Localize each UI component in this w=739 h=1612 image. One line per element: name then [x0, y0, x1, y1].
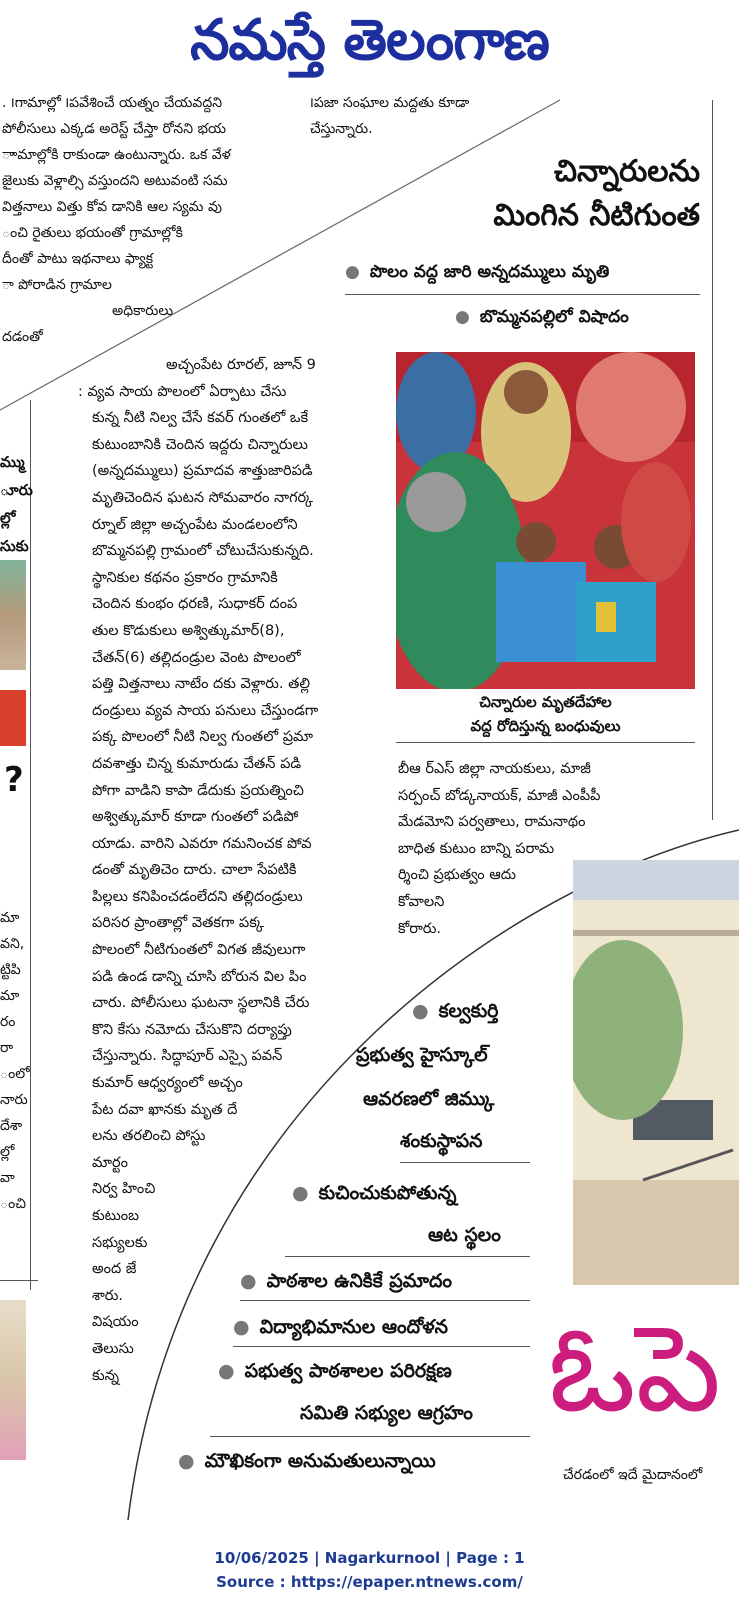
text-line: . ౹గామాల్లో ౹పవేశించే యత్నం చేయవద్దని	[2, 95, 223, 111]
text-line: దీంతో పాటు ఇథనాలు ఫ్యాక్ట	[2, 251, 154, 267]
bullet-icon: ●	[218, 1360, 235, 1382]
text-line: ంచి రైతులు భయంతో గ్రామాల్లోకి	[2, 225, 183, 241]
bullet-icon: ●	[178, 1450, 195, 1472]
text-line: అధికారులు	[112, 303, 174, 319]
text-line: కుమార్ ఆధ్వర్యంలో అచ్చం	[92, 1075, 243, 1092]
text-line: సుకు	[0, 537, 29, 555]
text-line: ంచి	[0, 1196, 26, 1212]
sub-item-7	[240, 1270, 452, 1297]
text-line: సర్పంచ్ బోడ్కనాయక్, మాజీ ఎంపీపీ	[398, 787, 601, 804]
text-line: బాధిత కుటుం బాన్ని పరామ	[398, 840, 555, 857]
text-line: చేతన్(6) తల్లిదండ్రుల వెంట పొలంలో	[92, 649, 301, 666]
text-line: పోలీసులు ఎక్కడ అరెస్ట్ చేస్తా రోనని భయ	[2, 121, 227, 137]
text-line: (అన్నదమ్ములు) ప్రమాదవ శాత్తుజారిపడి	[92, 463, 313, 480]
text-line: ర్శించి ప్రభుత్వం ఆదు	[398, 867, 517, 884]
bullet-icon: ●	[345, 262, 360, 282]
bullet-icon: ●	[455, 307, 470, 327]
headline-line-1: చిన్నారులను	[553, 154, 700, 189]
text-line: అశ్విత్కుమార్ కూడా గుంతలో పడిపో	[92, 809, 299, 826]
sub-item-text: పభుత్వ పాఠశాలల పరిరక్షణ	[244, 1360, 452, 1382]
text-line: మార్టం	[92, 1154, 128, 1171]
sub-item-8	[233, 1316, 448, 1343]
text-line: డంతో మృతిచెం దారు. చాలా సేపటికి	[92, 862, 297, 879]
sub-item-text: మౌఖికంగా అనుమతులున్నాయి	[204, 1450, 436, 1472]
deck-text: పొలం వద్ద జారి అన్నదమ్ములు మృతి	[369, 262, 610, 282]
text-line: బీఆ ర్ఎస్ జిల్లా నాయకులు, మాజీ	[398, 761, 591, 777]
text-line: ర్నూల్ జిల్లా అచ్చంపేట మండలంలోని	[92, 516, 298, 533]
headline-line-2: మింగిన నీటిగుంత	[493, 198, 700, 233]
text-line: ౹పజా సంఘాల మద్దతు కూడా	[310, 95, 470, 111]
sub-item-9	[218, 1360, 452, 1387]
bullet-icon: ●	[292, 1182, 309, 1204]
page-footer	[0, 1528, 739, 1612]
text-line: బొమ్మనపల్లి గ్రామంలో చోటుచేసుకున్నది.	[92, 543, 314, 560]
text-line: దేశా	[0, 1118, 23, 1134]
text-line: విషయం	[92, 1314, 139, 1331]
text-line: ట్టిపి	[0, 962, 21, 978]
text-line: తెలుసు	[92, 1340, 134, 1357]
text-line: మ్ము	[0, 453, 25, 471]
text-line: చేస్తున్నారు. సిద్ధాపూర్ ఎస్సై పవన్	[92, 1048, 283, 1065]
text-line: ల్లో	[0, 509, 16, 527]
caption-line: వద్ద రోదిస్తున్న బంధువులు	[470, 717, 621, 735]
text-line: దడంతో	[2, 329, 43, 345]
text-line: కున్న నీటి నిల్వ చేసే కవర్ గుంతలో ఒకే	[92, 410, 309, 427]
sub-item-1	[412, 1000, 498, 1027]
text-line: జైలుకు వెళ్లాల్సి వస్తుందని అటువంటి సమ	[2, 173, 228, 189]
sub-item-10: సమితి సభ్యుల ఆగ్రహం	[300, 1402, 473, 1424]
text-line: వని,	[0, 936, 25, 952]
question-mark: ?	[4, 760, 24, 800]
caption-line: చిన్నారుల మృతదేహాల	[479, 693, 612, 711]
sub-item-11	[178, 1450, 436, 1477]
text-line: నారు	[0, 1092, 28, 1108]
text-line: కుటుంబ	[92, 1208, 140, 1224]
photo2-caption: చేరడంలో ఇదే మైదానంలో	[563, 1467, 703, 1483]
text-line: తుల కొడుకులు అశ్విత్కుమార్(8),	[92, 622, 285, 639]
text-line: లను తరలించి పోస్టు	[92, 1128, 206, 1145]
text-line: మా	[0, 910, 20, 926]
text-line: పక్క పొలంలో నీటి నిల్వ గుంతలో ప్రమా	[92, 729, 314, 746]
text-line: రం	[0, 1014, 16, 1030]
dateline: అచ్చంపేట రూరల్, జూన్ 9	[166, 357, 316, 373]
pink-headline: ఓపె	[548, 1300, 722, 1439]
text-line: మేడమోని పర్వతాలు, రామనాథం	[398, 814, 586, 831]
text-line: మృతిచెందిన ఘటన సోమవారం నాగర్క	[92, 489, 313, 506]
text-line: కోరారు.	[398, 920, 442, 937]
text-line: పోగా వాడిని కాపా డేదుకు ప్రయత్నించి	[92, 782, 304, 799]
text-line: కోవాలని	[398, 893, 445, 910]
text-line: పిల్లలు కనిపించడంలేదని తల్లిదండ్రులు	[92, 888, 303, 905]
text-line: కొని కేసు నమోదు చేసుకొని దర్యాప్తు	[92, 1021, 292, 1038]
sub-item-3: ఆవరణలో జిమ్కు	[363, 1088, 495, 1110]
text-line: : వ్యవ సాయ పొలంలో ఏర్పాటు చేసు	[78, 383, 287, 400]
text-line: రా	[0, 1040, 14, 1056]
text-line: పొలంలో నీటిగుంతలో విగత జీవులుగా	[92, 942, 306, 959]
text-line: పేట దవా ఖానకు మృత దే	[92, 1101, 238, 1118]
photo-illustration	[573, 860, 739, 1285]
sub-item-2: ప్రభుత్వ హైస్కూల్	[356, 1044, 488, 1066]
bullet-icon: ●	[412, 1000, 429, 1022]
text-line: చేస్తున్నారు.	[310, 121, 373, 137]
text-line: పరిసర ప్రాంతాల్లో వెతకగా పక్క	[92, 915, 264, 932]
text-line: ూరు	[0, 481, 33, 499]
footer-date-edition: 10/06/2025 | Nagarkurnool | Page : 1	[214, 1549, 525, 1567]
sub-divider	[210, 1436, 530, 1437]
text-line: కున్న	[92, 1367, 120, 1384]
text-line: శారు.	[92, 1287, 124, 1304]
sub-item-text: కల్వకుర్తి	[438, 1000, 499, 1022]
sub-divider	[400, 1162, 530, 1163]
bullet-icon: ●	[233, 1316, 250, 1338]
sub-divider	[285, 1256, 530, 1257]
deck-text: బొమ్మనపల్లిలో విషాదం	[479, 307, 629, 327]
text-line: ా పోరాడిన గ్రామాల	[2, 277, 112, 293]
text-line: వా	[0, 1170, 15, 1186]
sub-divider	[240, 1300, 530, 1301]
bullet-icon: ●	[240, 1270, 257, 1292]
text-line: ాామాల్లోకి రాకుండా ఉంటున్నారు. ఒక వేళ	[2, 147, 231, 163]
sub-item-5	[292, 1182, 456, 1209]
text-line: నిర్వ హించి	[92, 1181, 156, 1198]
sub-item-text: విద్యాభిమానుల ఆందోళన	[259, 1316, 449, 1338]
text-line: ల్లో	[0, 1144, 15, 1160]
text-line: విత్తనాలు విత్తు కోవ డానికి ఆల స్యమ వు	[2, 199, 222, 215]
text-line: మా	[0, 988, 20, 1004]
sub-item-text: పాఠశాల ఉనికికే ప్రమాదం	[266, 1270, 453, 1292]
school-building-photo	[573, 860, 739, 1285]
sub-divider	[233, 1346, 530, 1347]
text-line: కుటుంబానికి చెందిన ఇద్దరు చిన్నారులు	[92, 436, 308, 453]
sub-item-6: ఆట స్థలం	[428, 1224, 501, 1246]
text-line: దండ్రులు వ్యవ సాయ పనులు చేస్తుండగా	[92, 702, 319, 719]
sub-item-text: కుచించుకుపోతున్న	[318, 1182, 457, 1204]
text-line: అంద జే	[92, 1261, 137, 1278]
text-line: పత్తి విత్తనాలు నాటేం దకు వెళ్లారు. తల్లి	[92, 676, 310, 693]
footer-source: Source : https://epaper.ntnews.com/	[216, 1573, 523, 1591]
text-line: పడి ఉండ డాన్ని చూసి బోరున విల పిం	[92, 968, 307, 985]
text-line: ంలో	[0, 1066, 30, 1082]
sub-item-4: శంకుస్థాపన	[400, 1130, 483, 1152]
text-line: చెందిన కుంభం ధరణి, సుధాకర్ దంప	[92, 596, 298, 613]
text-line: యాడు. వారిని ఎవరూ గమనించక పోవ	[92, 835, 312, 852]
text-line: చారు. పోలీసులు ఘటనా స్థలానికి చేరు	[92, 995, 310, 1012]
text-line: దవశాత్తు చిన్న కుమారుడు చేతన్ పడి	[92, 755, 302, 772]
text-line: స్థానికుల కథనం ప్రకారం గ్రామానికి	[92, 569, 278, 586]
text-line: సభ్యులకు	[92, 1234, 148, 1251]
newspaper-title: నమస్తే తెలంగాణ	[190, 8, 549, 73]
